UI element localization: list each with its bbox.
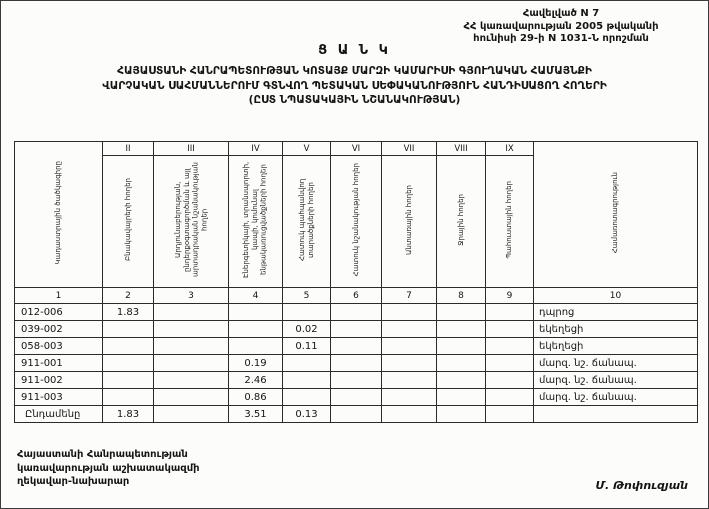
area-value-cell: [154, 355, 229, 372]
area-value-cell: [154, 304, 229, 321]
subtitle-line: (ԸՍՏ ՆՊԱՏԱԿԱՅԻՆ ՆՇԱՆԱԿՈՒԹՅԱՆ): [248, 94, 461, 107]
area-value-cell: [154, 406, 229, 423]
area-value-cell: [154, 372, 229, 389]
area-value-cell: 1.83: [103, 406, 154, 423]
cadastral-code-cell: 012-006: [15, 304, 103, 321]
area-value-cell: [486, 406, 534, 423]
area-value-cell: [437, 355, 486, 372]
area-value-cell: [486, 304, 534, 321]
roman-header: IV: [229, 142, 283, 156]
header-settlement-lands: [103, 156, 154, 288]
header-cadastral-code: [15, 142, 103, 288]
area-value-cell: [437, 389, 486, 406]
area-value-cell: [437, 304, 486, 321]
area-value-cell: [229, 321, 283, 338]
roman-header: VI: [331, 142, 382, 156]
area-value-cell: [103, 389, 154, 406]
column-number: 3: [154, 288, 229, 304]
table-row: [15, 389, 698, 406]
description-cell: եկեղեցի: [534, 338, 698, 355]
appendix-line: հունիսի 29-ի N 1031-Ն որոշման: [473, 33, 649, 44]
column-number-row: [15, 288, 698, 304]
footer-line: ղեկավար-նախարար: [17, 476, 130, 487]
total-row: [15, 406, 698, 423]
cadastral-code-cell: 911-002: [15, 372, 103, 389]
header-special-purpose-lands: [331, 156, 382, 288]
area-value-cell: [283, 372, 331, 389]
area-value-cell: [283, 304, 331, 321]
area-value-cell: [103, 338, 154, 355]
roman-numeral-row: [15, 142, 698, 156]
roman-header: V: [283, 142, 331, 156]
area-value-cell: [154, 389, 229, 406]
description-cell: մարզ. նշ. ճանապ.: [534, 389, 698, 406]
table-row: [15, 355, 698, 372]
header-label: Բնակավայրերի հողեր: [123, 178, 132, 261]
roman-header: VIII: [437, 142, 486, 156]
header-label: Պահուստային հողեր: [505, 180, 514, 259]
area-value-cell: [154, 338, 229, 355]
column-number: 1: [15, 288, 103, 304]
appendix-note: [421, 8, 701, 46]
footer-line: կառավարության աշխատակազմի: [17, 462, 200, 474]
area-value-cell: 0.02: [283, 321, 331, 338]
area-value-cell: [486, 321, 534, 338]
header-label: Էներգետիկայի, տրանսպորտի, կապի, կոմունալ ենթակառուցվածքների հողեր: [242, 161, 268, 278]
cadastral-code-cell: 058-003: [15, 338, 103, 355]
area-value-cell: [103, 355, 154, 372]
footer-line: Հայաստանի Հանրապետության: [17, 449, 188, 460]
header-industrial-lands: [154, 156, 229, 288]
area-value-cell: [103, 321, 154, 338]
description-cell: մարզ. նշ. ճանապ.: [534, 355, 698, 372]
page-title: Ց Ա Ն Կ: [318, 43, 391, 58]
area-value-cell: [229, 304, 283, 321]
area-value-cell: [382, 372, 437, 389]
header-water-lands: [437, 156, 486, 288]
table-row: [15, 304, 698, 321]
area-value-cell: 3.51: [229, 406, 283, 423]
roman-header: II: [103, 142, 154, 156]
header-label: Հատուկ պահպանվող տարածքների հողեր: [297, 178, 315, 261]
area-value-cell: [283, 355, 331, 372]
area-value-cell: 0.11: [283, 338, 331, 355]
column-number: 10: [534, 288, 698, 304]
subtitle-line: ՀԱՅԱՍՏԱՆԻ ՀԱՆՐԱՊԵՏՈՒԹՅԱՆ ԿՈՏԱՅՔ ՄԱՐԶԻ ԿԱՄԱՐԻՍԻ ԳՅՈՒՂԱԿԱՆ ՀԱՄԱՅՆՔԻ: [117, 65, 592, 77]
area-value-cell: [382, 389, 437, 406]
table-row: [15, 372, 698, 389]
area-value-cell: [382, 406, 437, 423]
appendix-line: Հավելված N 7: [522, 8, 600, 19]
header-label: Հատուկ նշանակության հողեր: [351, 162, 360, 277]
area-value-cell: [331, 355, 382, 372]
table-row: [15, 321, 698, 338]
area-value-cell: [382, 338, 437, 355]
roman-header: IX: [486, 142, 534, 156]
header-energy-transport-lands: [229, 156, 283, 288]
header-label: Ջրային հողեր: [456, 193, 465, 246]
area-value-cell: [486, 389, 534, 406]
header-label: Կադաստրային ծածկագիրը: [54, 160, 63, 265]
column-number: 8: [437, 288, 486, 304]
land-parcels-table: [14, 141, 698, 423]
area-value-cell: [283, 389, 331, 406]
area-value-cell: [382, 304, 437, 321]
cadastral-code-cell: 911-001: [15, 355, 103, 372]
area-value-cell: [437, 406, 486, 423]
area-value-cell: [331, 389, 382, 406]
signatory-title: [17, 448, 200, 489]
area-value-cell: [331, 372, 382, 389]
header-description: [534, 142, 698, 288]
cadastral-code-cell: 039-002: [15, 321, 103, 338]
area-value-cell: 1.83: [103, 304, 154, 321]
area-value-cell: [486, 372, 534, 389]
description-cell: [534, 406, 698, 423]
area-value-cell: 0.19: [229, 355, 283, 372]
area-value-cell: [382, 355, 437, 372]
description-cell: դպրոց: [534, 304, 698, 321]
area-value-cell: [331, 338, 382, 355]
area-value-cell: [331, 406, 382, 423]
description-cell: մարզ. նշ. ճանապ.: [534, 372, 698, 389]
header-label: Արդյունաբերության, ընդերքօգտագործման և այլ արտադրական նշանակության հողեր: [173, 162, 208, 277]
subtitle-line: ՎԱՐՉԱԿԱՆ ՍԱՀՄԱՆՆԵՐՈՒՄ ԳՏՆՎՈՂ ՊԵՏԱԿԱՆ ՍԵՓԱԿԱՆՈՒԹՅՈՒՆ ՀԱՆԴԻՍԱՑՈՂ ՀՈՂԵՐԻ: [102, 79, 607, 92]
roman-header: VII: [382, 142, 437, 156]
header-label: Համառոտագրություն: [611, 171, 620, 254]
area-value-cell: [437, 372, 486, 389]
roman-header: III: [154, 142, 229, 156]
area-value-cell: 2.46: [229, 372, 283, 389]
area-value-cell: [486, 355, 534, 372]
area-value-cell: [437, 321, 486, 338]
table-row: [15, 338, 698, 355]
signatory-name: Մ. Թոփուզյան: [595, 479, 688, 492]
column-number: 4: [229, 288, 283, 304]
area-value-cell: [331, 304, 382, 321]
area-value-cell: [437, 338, 486, 355]
area-value-cell: [486, 338, 534, 355]
area-value-cell: [229, 338, 283, 355]
area-value-cell: 0.86: [229, 389, 283, 406]
document-subtitle: [1, 64, 708, 108]
column-number: 7: [382, 288, 437, 304]
header-reserve-lands: [486, 156, 534, 288]
column-number: 9: [486, 288, 534, 304]
cadastral-code-cell: 911-003: [15, 389, 103, 406]
cadastral-code-cell: Ընդամենը: [15, 406, 103, 423]
area-value-cell: [103, 372, 154, 389]
header-label: Անտառային հողեր: [404, 184, 413, 255]
column-number: 2: [103, 288, 154, 304]
header-protected-area-lands: [283, 156, 331, 288]
area-value-cell: [331, 321, 382, 338]
appendix-line: ՀՀ կառավարության 2005 թվականի: [463, 20, 659, 32]
column-number: 5: [283, 288, 331, 304]
area-value-cell: [382, 321, 437, 338]
area-value-cell: [154, 321, 229, 338]
table-body: [15, 304, 698, 423]
description-cell: եկեղեցի: [534, 321, 698, 338]
area-value-cell: 0.13: [283, 406, 331, 423]
column-number: 6: [331, 288, 382, 304]
header-forest-lands: [382, 156, 437, 288]
